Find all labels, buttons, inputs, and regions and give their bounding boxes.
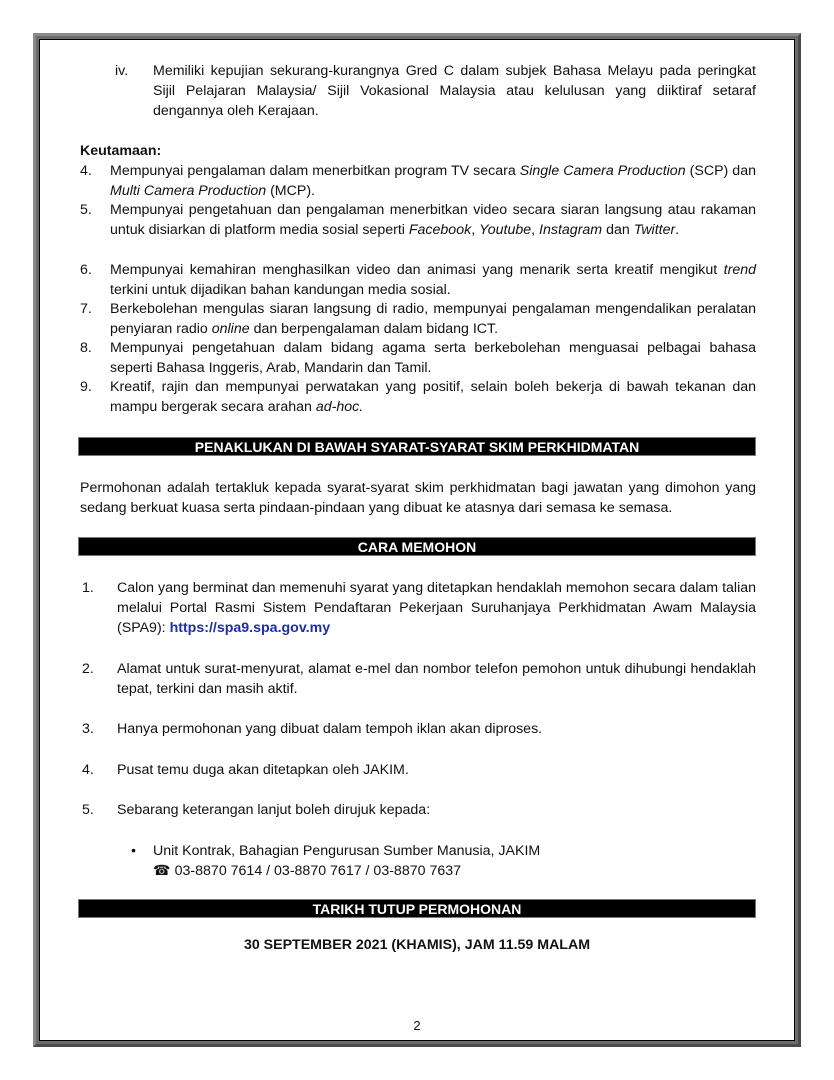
list-number: 2.: [82, 661, 94, 677]
closing-date: 30 SEPTEMBER 2021 (KHAMIS), JAM 11.59 MALAM: [243, 937, 591, 953]
cara-item-4: Pusat temu duga akan ditetapkan oleh JAKIM.: [117, 762, 409, 778]
keutamaan-item-5: Mempunyai pengetahuan dan pengalaman menerbitkan video secara siaran langsung atau rakaman untuk disiarkan di platform media sosial seperti Facebook, Youtube, Instagram dan Twitter.: [110, 202, 756, 238]
list-number: 1.: [82, 580, 94, 596]
contact-phones: [153, 861, 753, 881]
list-number: 7.: [80, 301, 92, 317]
page-number: 2: [413, 1018, 421, 1033]
section-bar-cara-memohon: CARA MEMOHON: [78, 537, 756, 556]
section-bar-tarikh-tutup: TARIKH TUTUP PERMOHONAN: [78, 899, 756, 918]
cara-item-2: Alamat untuk surat-menyurat, alamat e-mel dan nombor telefon pemohon untuk dihubungi hendaklah tepat, terkini dan masih aktif.: [117, 661, 756, 697]
phone-numbers: 03-8870 7614 / 03-8870 7617 / 03-8870 7637: [174, 863, 462, 879]
section-bar-penaklukan: PENAKLUKAN DI BAWAH SYARAT-SYARAT SKIM PERKHIDMATAN: [78, 437, 756, 456]
cara-item-1: Calon yang berminat dan memenuhi syarat yang ditetapkan hendaklah memohon secara dalam talian melalui Portal Rasmi Sistem Pendaftaran Pekerjaan Suruhanjaya Perkhidmatan Awam Malaysia (SPA9): https://spa9.spa.gov.my: [117, 580, 756, 636]
list-number: 5.: [80, 202, 92, 218]
list-number: 6.: [80, 262, 92, 278]
keutamaan-item-9: Kreatif, rajin dan mempunyai perwatakan yang positif, selain boleh bekerja di bawah tekanan dan mampu bergerak secara arahan ad-hoc.: [110, 379, 756, 415]
list-number: 9.: [80, 379, 92, 395]
list-number: 4.: [82, 762, 94, 778]
item-iv-text: Memiliki kepujian sekurang-kurangnya Gred C dalam subjek Bahasa Melayu pada peringkat Sijil Pelajaran Malaysia/ Sijil Vokasional Malaysia atau kelulusan yang diiktiraf setaraf dengannya oleh Kerajaan.: [153, 63, 756, 119]
keutamaan-item-6: Mempunyai kemahiran menghasilkan video dan animasi yang menarik serta kreatif mengikut trend terkini untuk dijadikan bahan kandungan media sosial.: [110, 262, 756, 298]
cara-item-5: Sebarang keterangan lanjut boleh dirujuk kepada:: [117, 802, 431, 818]
keutamaan-item-7: Berkebolehan mengulas siaran langsung di radio, mempunyai pengalaman mengendalikan peralatan penyiaran radio online dan berpengalaman dalam bidang ICT.: [110, 301, 756, 337]
keutamaan-heading: Keutamaan:: [80, 143, 162, 159]
keutamaan-item-8: Mempunyai pengetahuan dalam bidang agama serta berkebolehan menguasai pelbagai bahasa seperti Bahasa Inggeris, Arab, Mandarin dan Tamil.: [110, 340, 756, 376]
contact-unit: Unit Kontrak, Bahagian Pengurusan Sumber Manusia, JAKIM: [153, 843, 541, 859]
phone-icon: ☎: [153, 863, 171, 879]
penaklukan-text: Permohonan adalah tertakluk kepada syarat-syarat skim perkhidmatan bagi jawatan yang dimohon yang sedang berkuat kuasa serta pindaan-pindaan yang dibuat ke atasnya dari semasa ke semasa.: [80, 480, 756, 516]
bullet-icon: •: [131, 843, 136, 859]
spa9-link[interactable]: https://spa9.spa.gov.my: [169, 620, 331, 636]
list-number: 5.: [82, 802, 94, 818]
list-number: 3.: [82, 721, 94, 737]
list-number: 8.: [80, 340, 92, 356]
keutamaan-item-4: Mempunyai pengalaman dalam menerbitkan program TV secara Single Camera Production (SCP) dan Multi Camera Production (MCP).: [110, 163, 756, 199]
item-marker: iv.: [115, 63, 129, 79]
list-number: 4.: [80, 163, 92, 179]
cara-item-3: Hanya permohonan yang dibuat dalam tempoh iklan akan diproses.: [117, 721, 543, 737]
